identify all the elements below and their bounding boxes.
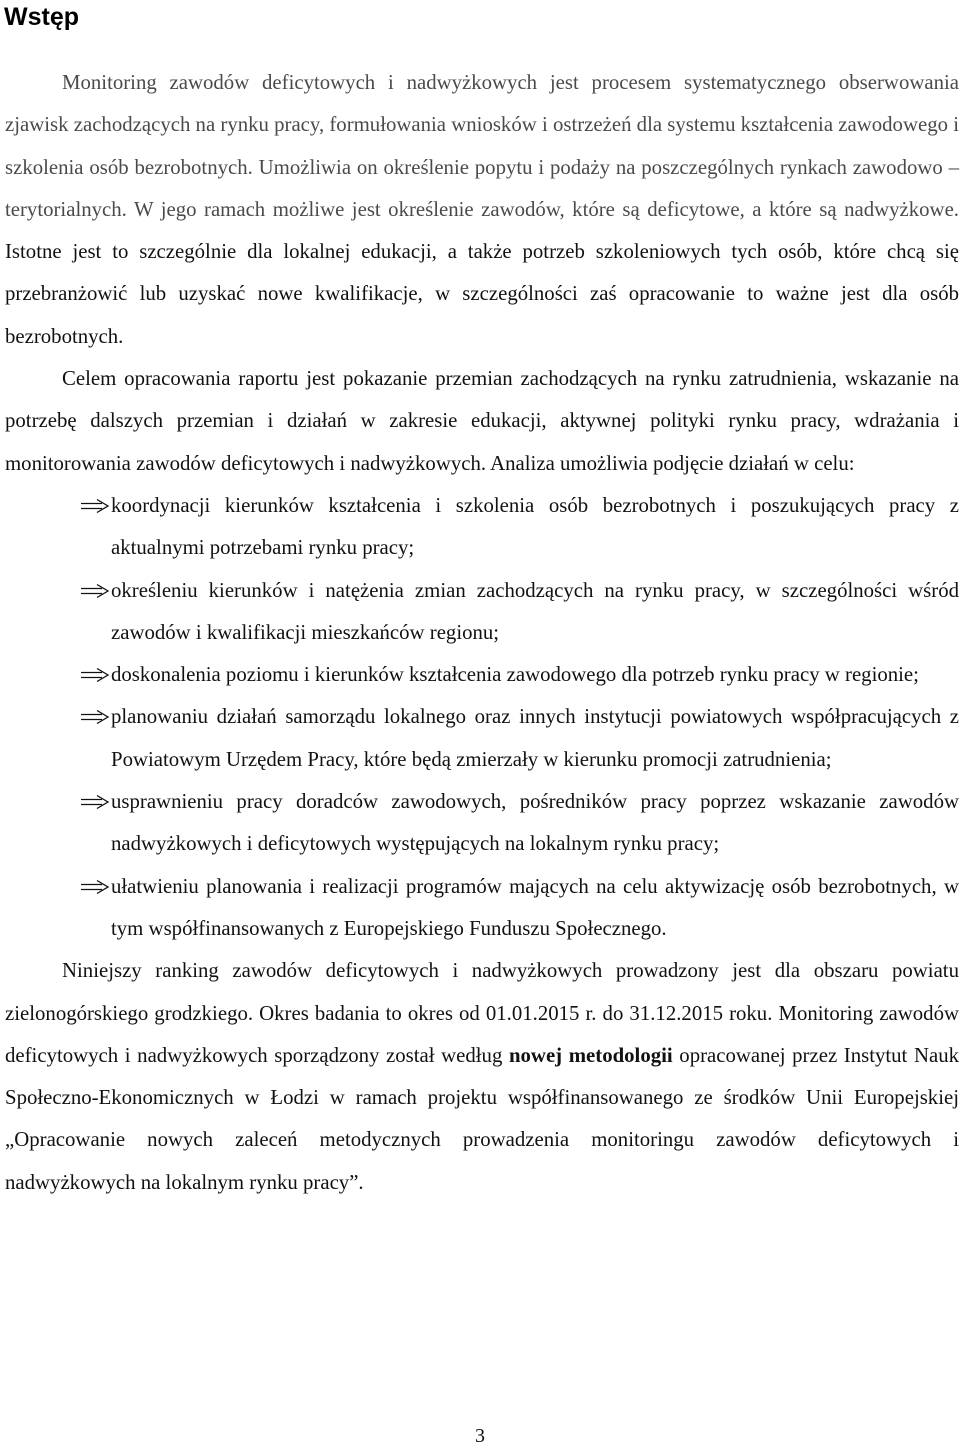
double-arrow-right-icon	[80, 794, 110, 810]
double-arrow-right-icon	[80, 667, 110, 683]
double-arrow-right-icon	[80, 583, 110, 599]
list-item	[111, 570, 959, 655]
list-item	[111, 654, 959, 696]
double-arrow-right-icon	[80, 879, 110, 895]
paragraph-intro	[5, 62, 959, 358]
paragraph-scope-part-2: opracowanej przez Instytut Nauk Społeczno-Ekonomicznych w Łodzi w ramach projektu współfinansowanego ze środków Unii Europejskiej „Opracowanie nowych zaleceń metodycznych prowadzenia monitoringu zawodów deficytowych i nadwyżkowych na lokalnym rynku pracy”.	[5, 1043, 959, 1194]
list-item-text: koordynacji kierunków kształcenia i szkolenia osób bezrobotnych i poszukujących pracy z aktualnymi potrzebami rynku pracy;	[111, 493, 959, 560]
list-item-text: ułatwieniu planowania i realizacji programów mających na celu aktywizację osób bezrobotnych, w tym współfinansowanych z Europejskiego Funduszu Społecznego.	[111, 874, 959, 940]
list-item-text: doskonalenia poziomu i kierunków kształcenia zawodowego dla potrzeb rynku pracy w regionie;	[111, 663, 919, 687]
double-arrow-right-icon	[80, 709, 110, 725]
page-number: 3	[475, 1425, 485, 1447]
methodology-emphasis: nowej metodologii	[508, 1043, 673, 1067]
goals-list	[5, 485, 959, 950]
document-body	[5, 62, 959, 1204]
list-item-text: usprawnieniu pracy doradców zawodowych, pośredników pracy poprzez wskazanie zawodów nadwyżkowych i deficytowych występujących na lokalnym rynku pracy;	[111, 790, 959, 856]
list-item	[111, 485, 959, 570]
section-heading: Wstęp	[4, 3, 79, 31]
list-item	[111, 696, 959, 781]
list-item	[111, 781, 959, 866]
list-item	[111, 866, 959, 951]
list-item-text: określeniu kierunków i natężenia zmian zachodzących na rynku pracy, w szczególności wśród zawodów i kwalifikacji mieszkańców regionu;	[111, 578, 959, 644]
paragraph-scope	[5, 950, 959, 1204]
list-item-text: planowaniu działań samorządu lokalnego oraz innych instytucji powiatowych współpracujących z Powiatowym Urzędem Pracy, które będą zmierzały w kierunku promocji zatrudnienia;	[111, 705, 959, 771]
paragraph-intro-part-2: Istotne jest to szczególnie dla lokalnej edukacji, a także potrzeb szkoleniowych tych osób, które chcą się przebranżowić lub uzyskać nowe kwalifikacje, w szczególności zaś opracowanie to ważne jest dla osób bezrobotnych.	[5, 240, 959, 348]
paragraph-intro-part-1: Monitoring zawodów deficytowych i nadwyżkowych jest procesem systematycznego obserwowania zjawisk zachodzących na rynku pracy, formułowania wniosków i ostrzeżeń dla systemu kształcenia zawodowego i szkolenia osób bezrobotnych. Umożliwia on określenie popytu i podaży na poszczególnych rynkach zawodowo – terytorialnych. W jego ramach możliwe jest określenie zawodów, które są deficytowe, a które są nadwyżkowe.	[5, 71, 959, 221]
double-arrow-right-icon	[80, 498, 110, 514]
paragraph-goal: Celem opracowania raportu jest pokazanie przemian zachodzących na rynku zatrudnienia, wskazanie na potrzebę dalszych przemian i działań w zakresie edukacji, aktywnej polityki rynku pracy, wdrażania i monitorowania zawodów deficytowych i nadwyżkowych. Analiza umożliwia podjęcie działań w celu:	[5, 367, 959, 475]
paragraph-scope-part-1: Niniejszy ranking zawodów deficytowych i nadwyżkowych prowadzony jest dla obszaru powiatu zielonogórskiego grodzkiego. Okres badania to okres od 01.01.2015 r. do 31.12.2015 roku. Monitoring zawodów deficytowych i nadwyżkowych sporządzony został według	[5, 959, 959, 1067]
